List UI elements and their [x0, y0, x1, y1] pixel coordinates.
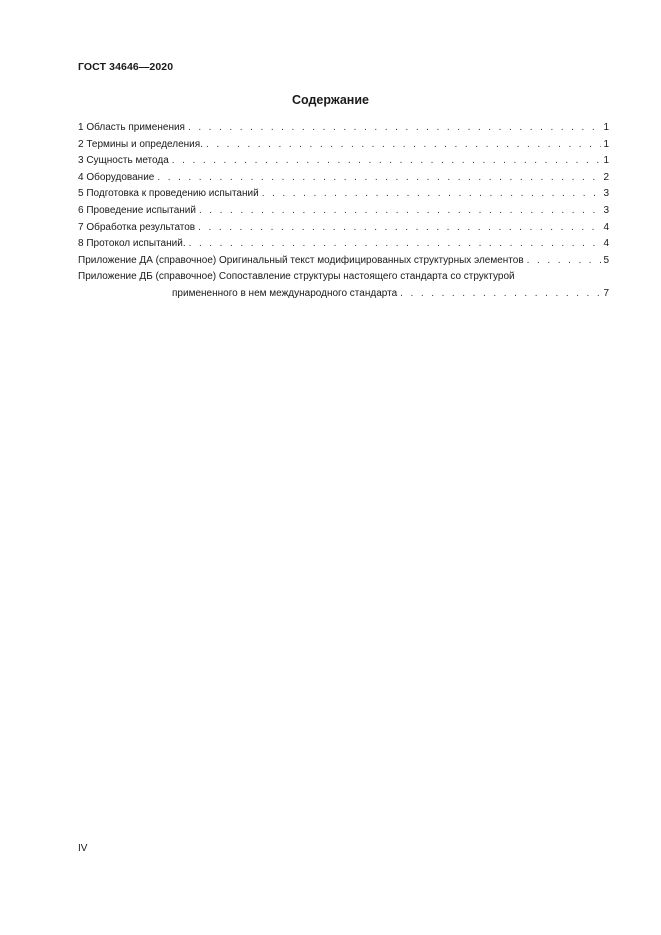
toc-entry-page: 1 [603, 138, 609, 150]
toc-leader-dots [400, 286, 601, 303]
table-of-contents [78, 120, 609, 303]
toc-entry-label: Приложение ДА (справочное) Оригинальный текст модифицированных структурных элементов [78, 254, 524, 266]
toc-entry-label: 6 Проведение испытаний [78, 204, 196, 216]
toc-entry-appendix-da[interactable] [78, 253, 609, 270]
toc-entry-page: 4 [603, 221, 609, 233]
toc-entry-label-line1: Приложение ДБ (справочное) Сопоставление структуры настоящего стандарта со структурой [78, 271, 515, 283]
toc-entry-3[interactable] [78, 153, 609, 170]
toc-entry-page: 3 [603, 188, 609, 200]
toc-entry-page: 1 [603, 122, 609, 133]
toc-entry-page: 2 [603, 171, 609, 183]
toc-entry-2[interactable] [78, 137, 609, 154]
standard-designation: ГОСТ 34646—2020 [78, 61, 174, 73]
toc-leader-dots [199, 203, 601, 220]
toc-entry-1[interactable] [78, 120, 609, 137]
toc-entry-page: 1 [603, 155, 609, 167]
toc-entry-5[interactable] [78, 186, 609, 203]
toc-entry-label: 3 Сущность метода [78, 155, 169, 167]
toc-entry-label: 8 Протокол испытаний. [78, 238, 186, 250]
toc-entry-8[interactable] [78, 236, 609, 253]
toc-entry-4[interactable] [78, 170, 609, 187]
toc-leader-dots [198, 220, 601, 237]
toc-leader-dots [527, 253, 602, 270]
toc-leader-dots [206, 137, 601, 154]
toc-entry-label: 2 Термины и определения. [78, 138, 203, 150]
toc-leader-dots [262, 186, 602, 203]
toc-entry-appendix-db[interactable] [78, 269, 609, 302]
toc-leader-dots [189, 236, 602, 253]
toc-entry-label: 7 Обработка результатов [78, 221, 196, 233]
page-number: IV [78, 843, 88, 854]
toc-title: Содержание [291, 93, 369, 107]
toc-entry-label: 4 Оборудование [78, 171, 155, 183]
toc-entry-7[interactable] [78, 220, 609, 237]
toc-entry-page: 4 [603, 238, 609, 250]
toc-entry-page: 5 [603, 254, 609, 266]
toc-entry-page: 7 [603, 287, 609, 299]
toc-entry-label-line2: примененного в нем международного стандарта [172, 287, 398, 299]
toc-entry-page: 3 [603, 204, 609, 216]
toc-entry-continuation [78, 286, 609, 303]
toc-entry-label: 5 Подготовка к проведению испытаний [78, 188, 259, 200]
toc-leader-dots [172, 153, 602, 170]
toc-entry-6[interactable] [78, 203, 609, 220]
toc-entry-label: 1 Область применения [78, 122, 185, 133]
toc-leader-dots [188, 120, 601, 137]
toc-leader-dots [157, 170, 601, 187]
